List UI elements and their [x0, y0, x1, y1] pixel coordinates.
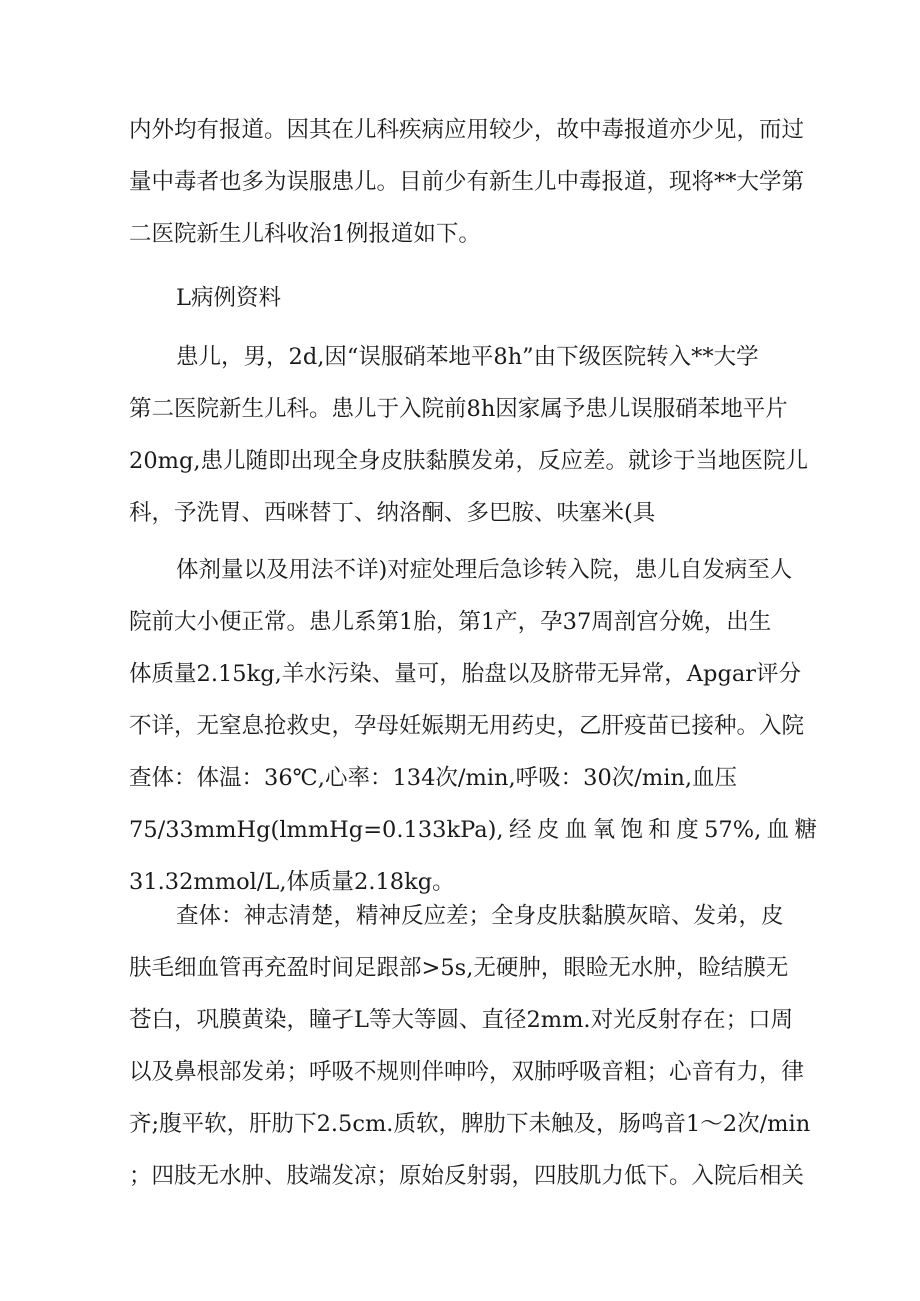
- text-word: 75/33mmHg(lmmHg=0.133kPa),: [129, 817, 504, 843]
- text-line-justified: [129, 804, 817, 856]
- text-word: 糖: [794, 817, 817, 843]
- text-word: 经: [508, 817, 532, 843]
- text-line: 不详，无窒息抢救史，孕母妊娠期无用药史，乙肝疫苗已接种。入院: [129, 713, 805, 739]
- section-heading-block: [129, 272, 817, 324]
- text-line: 二医院新生儿科收治1例报道如下。: [129, 221, 481, 247]
- text-line: 体质量2.15kg,羊水污染、量可，胎盘以及脐带无异常，Apgar评分: [129, 661, 802, 687]
- text-line: 内外均有报道。因其在儿科疾病应用较少，故中毒报道亦少见，而过: [129, 117, 805, 143]
- text-line: 齐;腹平软，肝肋下2.5cm.质软，脾肋下未触及，肠鸣音1～2次/min: [129, 1111, 811, 1137]
- text-word: 度: [676, 817, 699, 843]
- text-line: 院前大小便正常。患儿系第1胎，第1产，孕37周剖宫分娩，出生: [129, 609, 772, 635]
- text-line: 苍白，巩膜黄染，瞳孑L等大等圆、直径2mm.对光反射存在；口周: [129, 1007, 794, 1033]
- text-word: 57%,: [704, 817, 762, 843]
- text-line: 肤毛细血管再充盈时间足跟部>5s,无硬肿，眼睑无水肿，睑结膜无: [129, 955, 789, 981]
- text-line: 31.32mmol/L,体质量2.18kg。: [129, 869, 455, 895]
- paragraph-admission-exam: [129, 544, 817, 908]
- text-word: 和: [648, 817, 671, 843]
- text-word: 皮: [536, 817, 560, 843]
- text-line: 查体：体温：36℃,心率：134次/min,呼吸：30次/min,血压: [129, 765, 738, 791]
- paragraph-physical-exam: [129, 890, 817, 1202]
- section-heading: L病例资料: [176, 285, 281, 311]
- text-line: 科，予洗胃、西咪替丁、纳洛酮、多巴胺、呋塞米(具: [129, 500, 656, 526]
- paragraph-intro: [129, 104, 817, 260]
- text-word: 血: [564, 817, 588, 843]
- text-line: 以及鼻根部发弟；呼吸不规则伴呻吟，双肺呼吸音粗；心音有力，律: [129, 1059, 805, 1085]
- text-word: 血: [766, 817, 790, 843]
- text-line: 查体：神志清楚，精神反应差；全身皮肤黏膜灰暗、发弟，皮: [176, 903, 784, 929]
- text-line: 20mg,患儿随即出现全身皮肤黏膜发弟，反应差。就诊于当地医院儿: [129, 448, 809, 474]
- text-word: 饱: [620, 817, 643, 843]
- text-line: 体剂量以及用法不详)对症处理后急诊转入院，患儿自发病至人: [176, 557, 793, 583]
- paragraph-case-history: [129, 331, 817, 539]
- text-line: 第二医院新生儿科。患儿于入院前8h因家属予患儿误服硝苯地平片: [129, 396, 788, 422]
- text-word: 氧: [592, 817, 616, 843]
- text-line: 患儿，男，2d,因“误服硝苯地平8h”由下级医院转入**大学: [176, 344, 759, 370]
- text-line: ；四肢无水肿、肢端发凉；原始反射弱，四肢肌力低下。入院后相关: [129, 1163, 805, 1189]
- text-line: 量中毒者也多为误服患儿。目前少有新生儿中毒报道，现将**大学第: [129, 169, 805, 195]
